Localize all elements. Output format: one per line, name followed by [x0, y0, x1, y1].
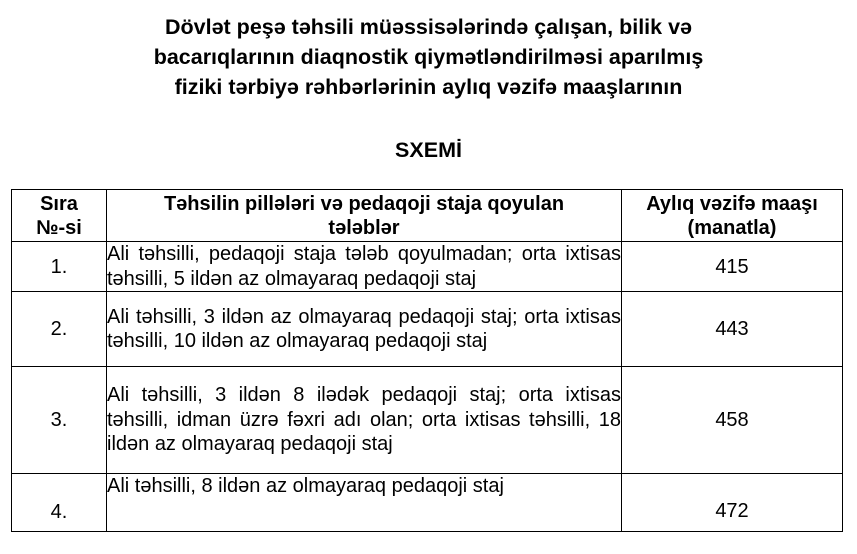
row-salary: 415	[622, 242, 843, 292]
table-row	[12, 367, 843, 474]
row-requirements: Ali təhsilli, pedaqoji staja tələb qoyulmadan; orta ixtisas təhsilli, 5 ildən az olmayaraq pedaqoji staj	[107, 243, 621, 290]
table-row	[12, 292, 843, 367]
document-subtitle: SXEMİ	[395, 138, 462, 162]
title-line: bacarıqlarının diaqnostik qiymətləndirilməsi aparılmış	[153, 45, 704, 69]
row-requirements: Ali təhsilli, 8 ildən az olmayaraq pedaqoji staj	[107, 474, 622, 532]
row-number: 3.	[12, 367, 107, 474]
row-requirements: Ali təhsilli, 3 ildən 8 ilədək pedaqoji staj; orta ixtisas təhsilli, idman üzrə fəxri adı olan; orta ixtisas təhsilli, 18 ildən az olmayaraq pedaqoji staj	[107, 367, 622, 474]
row-number: 4.	[12, 474, 107, 532]
document-title	[0, 12, 857, 102]
header-salary: Aylıq vəzifə maaşı (manatla)	[622, 190, 843, 242]
row-requirements: Ali təhsilli, 3 ildən az olmayaraq pedaqoji staj; orta ixtisas təhsilli, 10 ildən az olmayaraq pedaqoji staj	[107, 292, 622, 367]
row-salary: 443	[622, 292, 843, 367]
header-number: Sıra №-si	[12, 190, 107, 242]
row-salary: 472	[622, 474, 843, 532]
header-requirements: Təhsilin pillələri və pedaqoji staja qoyulan tələblər	[107, 190, 622, 242]
row-number: 2.	[12, 292, 107, 367]
row-salary: 458	[622, 367, 843, 474]
title-line: fiziki tərbiyə rəhbərlərinin aylıq vəzifə maaşlarının	[174, 75, 683, 99]
table-header-row	[12, 190, 843, 242]
table-row	[12, 242, 843, 292]
title-line: Dövlət peşə təhsili müəssisələrində çalışan, bilik və	[165, 15, 692, 39]
table-row	[12, 474, 843, 532]
salary-scheme-table	[11, 189, 843, 532]
row-number: 1.	[12, 242, 107, 292]
